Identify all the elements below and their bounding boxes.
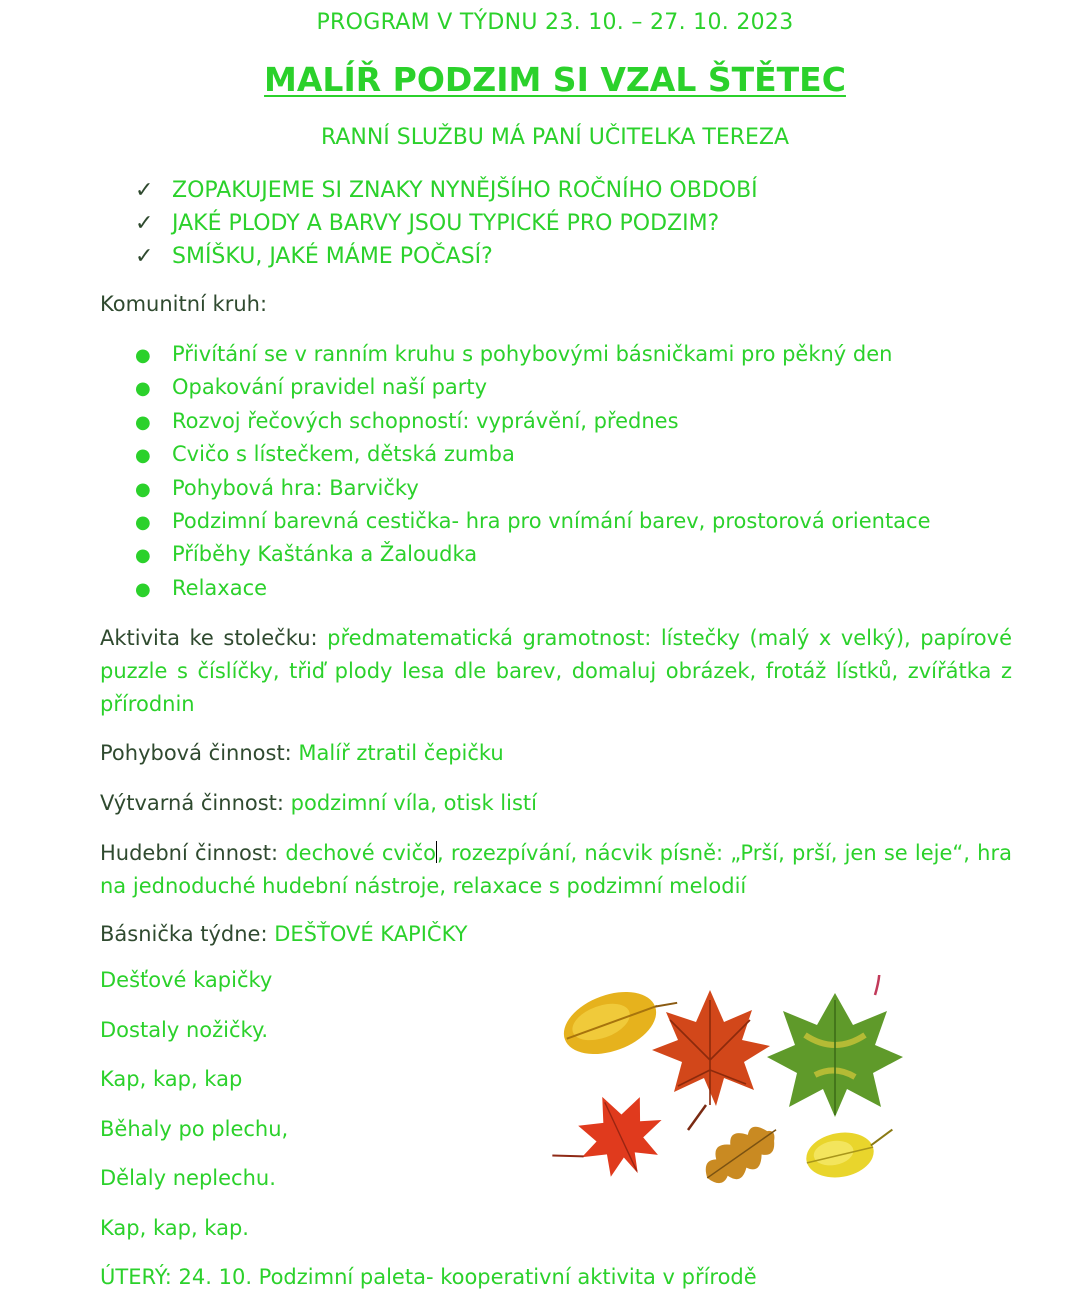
- green-leaf-icon: [767, 975, 903, 1117]
- page-title: MALÍŘ PODZIM SI VZAL ŠTĚTEC: [264, 60, 846, 99]
- check-icon: ✓: [135, 244, 154, 269]
- list-item: ● Relaxace: [135, 572, 931, 605]
- bullet-icon: ●: [135, 545, 151, 567]
- checklist-item: ✓ JAKÉ PLODY A BARVY JSOU TYPICKÉ PRO PODZIM?: [135, 207, 758, 240]
- week-heading: PROGRAM V TÝDNU 23. 10. – 27. 10. 2023: [316, 10, 794, 35]
- oak-leaf-icon: [695, 1113, 787, 1195]
- list-item: ● Příběhy Kaštánka a Žaloudka: [135, 538, 931, 571]
- checklist-item: ✓ SMÍŠKU, JAKÉ MÁME POČASÍ?: [135, 240, 758, 273]
- autumn-leaves-illustration: [545, 975, 905, 1200]
- poem-line: Běhaly po plechu,: [100, 1117, 289, 1141]
- list-item: ● Pohybová hra: Barvičky: [135, 472, 931, 505]
- check-icon: ✓: [135, 211, 154, 236]
- poem-line: Kap, kap, kap.: [100, 1216, 249, 1240]
- bullet-icon: ●: [135, 511, 151, 533]
- checklist-item: ✓ ZOPAKUJEME SI ZNAKY NYNĚJŠÍHO ROČNÍHO OBDOBÍ: [135, 174, 758, 207]
- pohybova-paragraph: Pohybová činnost: Malíř ztratil čepičku: [100, 741, 504, 765]
- poem-line: Dostaly nožičky.: [100, 1018, 269, 1042]
- list-item: ● Přivítání se v ranním kruhu s pohybovými básničkami pro pěkný den: [135, 338, 931, 371]
- red-leaf-icon: [545, 1078, 678, 1200]
- lime-leaf-icon: [803, 1124, 899, 1183]
- list-item: ● Cvičo s lístečkem, dětská zumba: [135, 438, 931, 471]
- hudebni-paragraph: Hudební činnost: dechové cvičo, rozezpívání, nácvik písně: „Prší, prší, jen se leje“, hra na jednoduché hudební nástroje, relaxace s podzimní melodií: [100, 841, 1012, 898]
- maple-leaf-icon: [652, 990, 770, 1130]
- bullet-icon: ●: [135, 378, 151, 400]
- utery-line: ÚTERÝ: 24. 10. Podzimní paleta- kooperativní aktivita v přírodě: [100, 1265, 757, 1289]
- bullet-icon: ●: [135, 578, 151, 600]
- check-icon: ✓: [135, 178, 154, 203]
- list-item: ● Rozvoj řečových schopností: vyprávění, přednes: [135, 405, 931, 438]
- bullet-icon: ●: [135, 478, 151, 500]
- list-item: ● Opakování pravidel naší party: [135, 371, 931, 404]
- vytvarna-paragraph: Výtvarná činnost: podzimní víla, otisk listí: [100, 791, 537, 815]
- komunitni-list: [135, 338, 931, 605]
- list-item: ● Podzimní barevná cestička- hra pro vnímání barev, prostorová orientace: [135, 505, 931, 538]
- bullet-icon: ●: [135, 411, 151, 433]
- komunitni-label: Komunitní kruh:: [100, 292, 268, 316]
- goals-checklist: [135, 174, 758, 273]
- poem-line: Kap, kap, kap: [100, 1067, 243, 1091]
- bullet-icon: ●: [135, 445, 151, 467]
- poem-line: Dešťové kapičky: [100, 968, 273, 992]
- bullet-icon: ●: [135, 345, 151, 366]
- morning-service: RANNÍ SLUŽBU MÁ PANÍ UČITELKA TEREZA: [320, 125, 790, 150]
- basnicka-heading: Básnička týdne: DEŠŤOVÉ KAPIČKY: [100, 922, 468, 946]
- aktivita-paragraph: Aktivita ke stolečku: předmatematická gramotnost: lístečky (malý x velký), papírové puzzle s číslíčky, třiď plody lesa dle barev, domaluj obrázek, frotáž lístků, zvířátka z přírodnin: [100, 626, 1012, 716]
- poem-line: Dělaly neplechu.: [100, 1166, 276, 1190]
